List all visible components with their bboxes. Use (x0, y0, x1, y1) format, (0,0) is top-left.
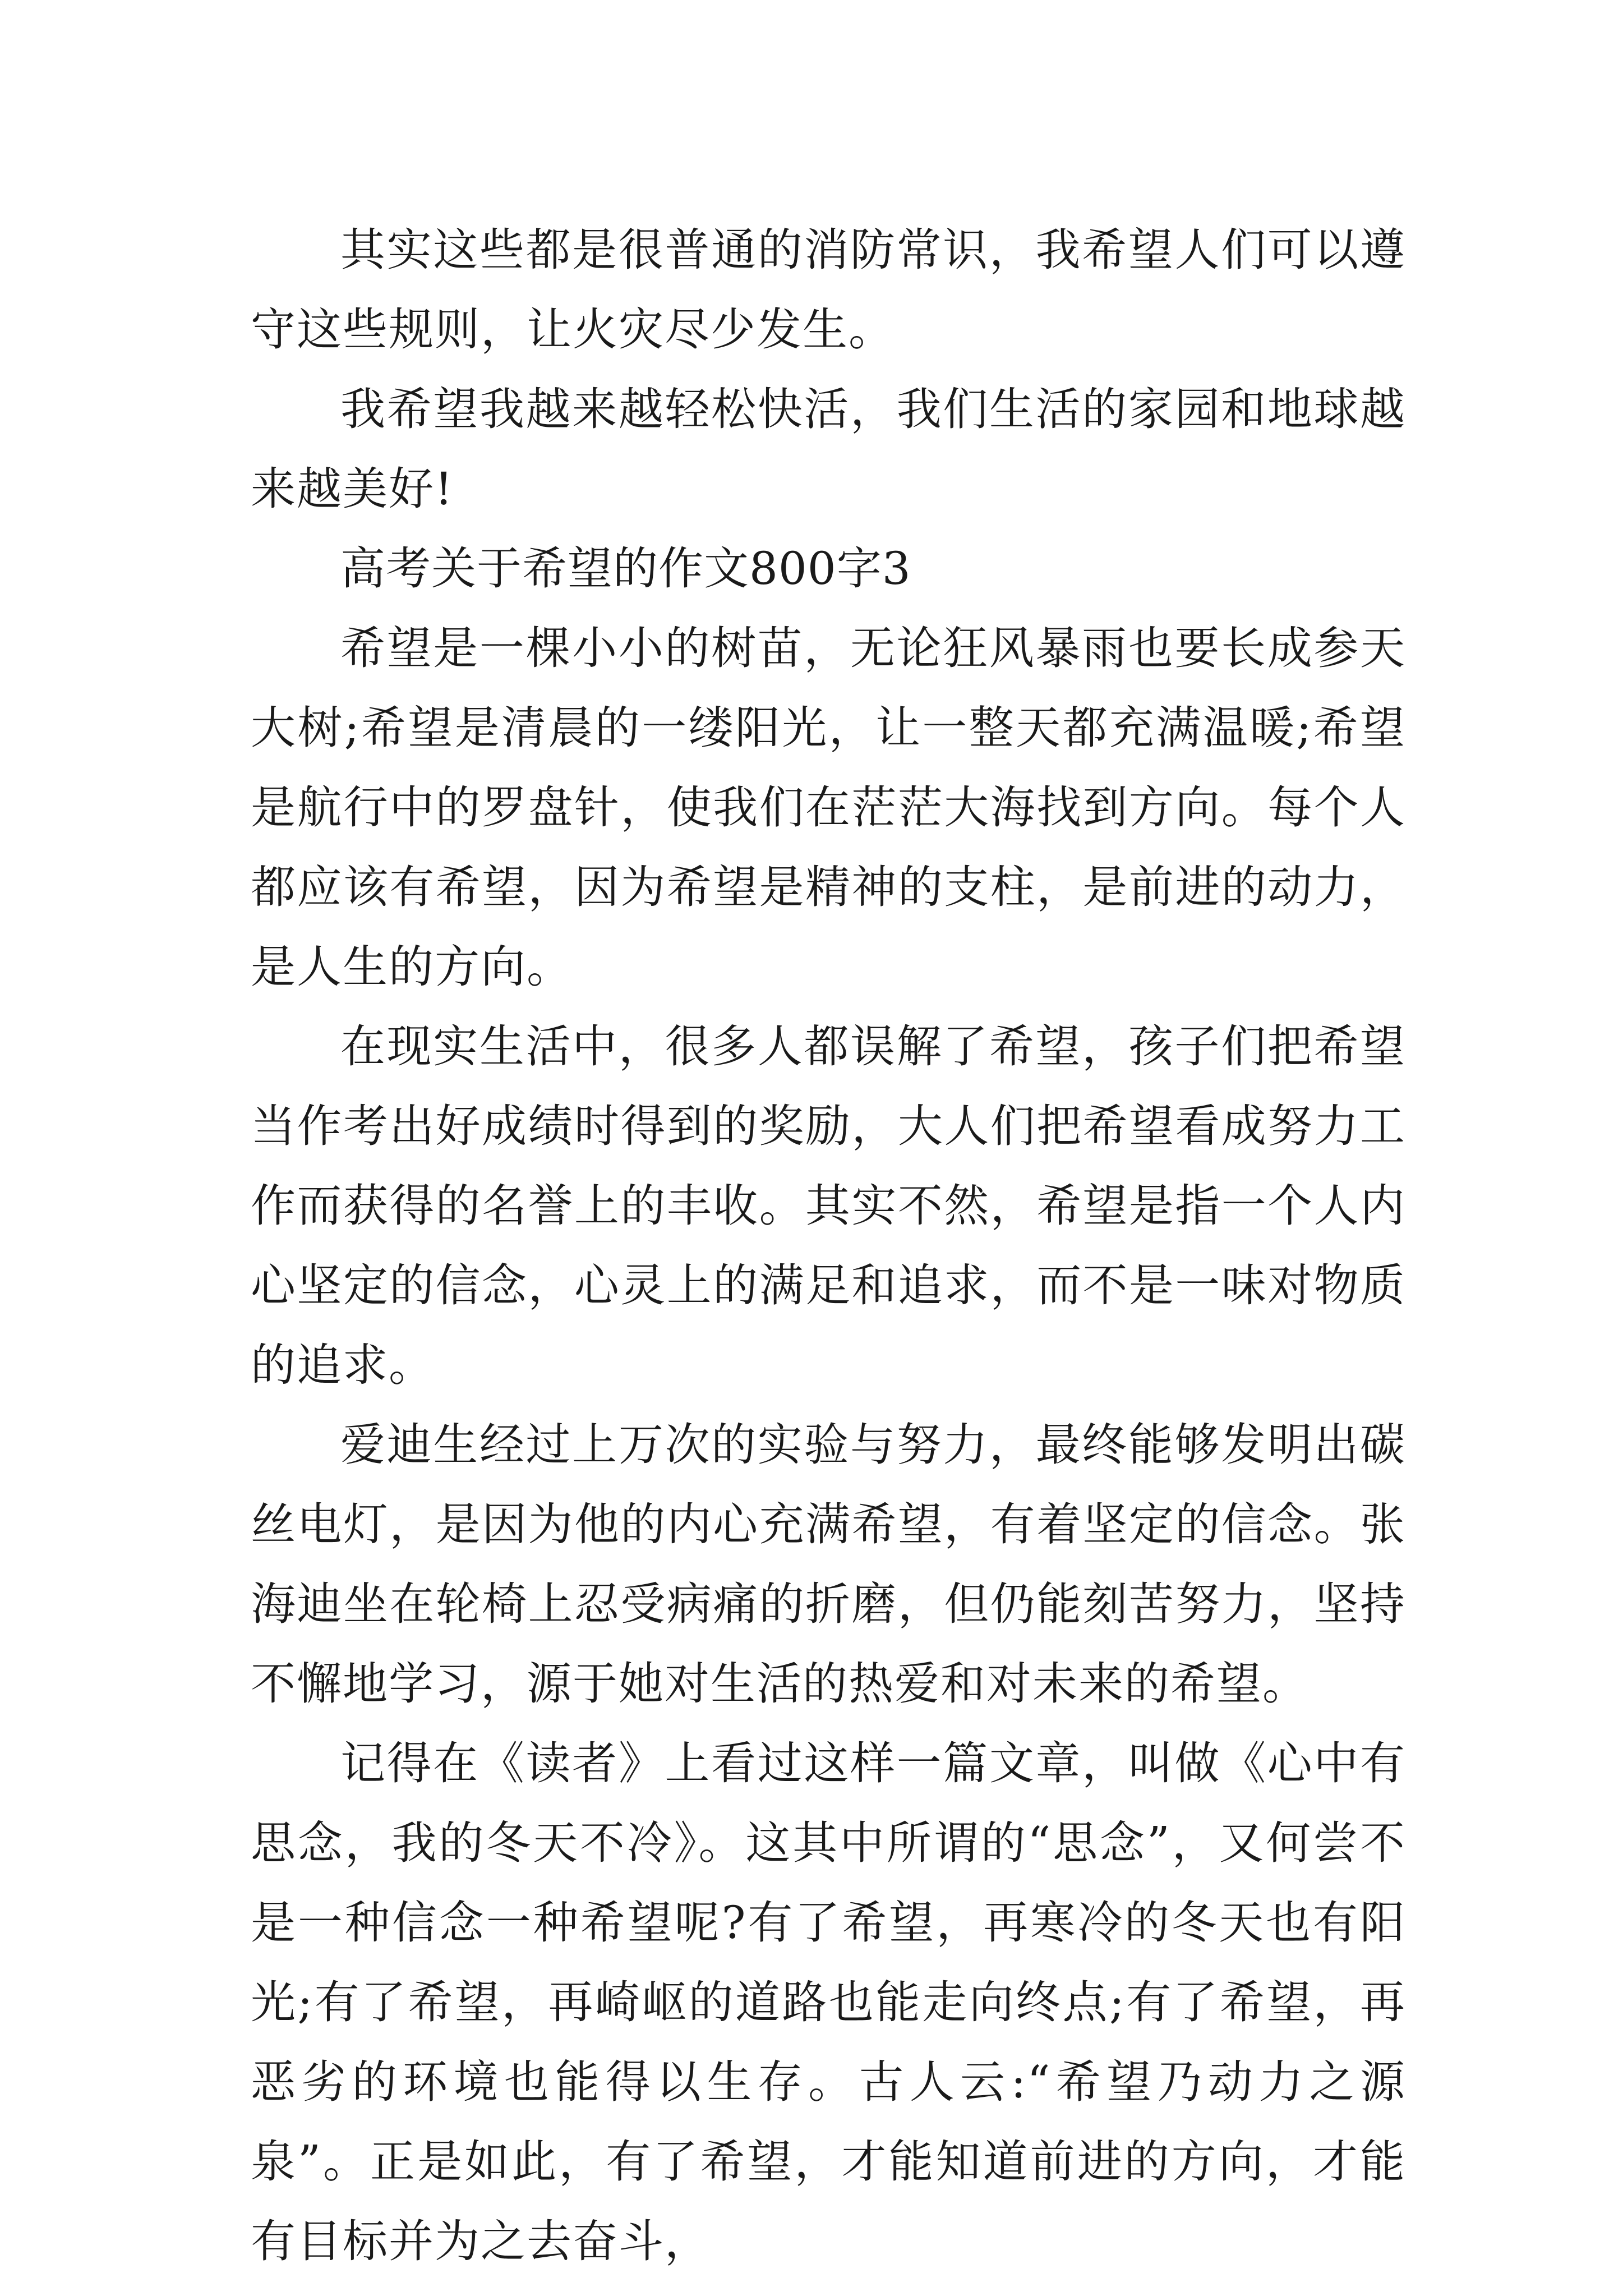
paragraph: 爱迪生经过上万次的实验与努力，最终能够发明出碳丝电灯，是因为他的内心充满希望，有着坚定的信念。张海迪坐在轮椅上忍受病痛的折磨，但仍能刻苦努力，坚持不懈地学习，源于她对生活的热爱和对未来的希望。 (251, 1419, 1406, 1710)
paragraph: 我希望我越来越轻松快活，我们生活的家园和地球越来越美好! (251, 383, 1406, 515)
document-body (251, 210, 1406, 2281)
paragraph: 在现实生活中，很多人都误解了希望，孩子们把希望当作考出好成绩时得到的奖励，大人们把希望看成努力工作而获得的名誉上的丰收。其实不然，希望是指一个人内心坚定的信念，心灵上的满足和追求，而不是一味对物质的追求。 (251, 1020, 1406, 1391)
paragraph: 希望是一棵小小的树苗，无论狂风暴雨也要长成参天大树;希望是清晨的一缕阳光，让一整天都充满温暖;希望是航行中的罗盘针，使我们在茫茫大海找到方向。每个人都应该有希望，因为希望是精神的支柱，是前进的动力，是人生的方向。 (251, 622, 1406, 993)
paragraph: 记得在《读者》上看过这样一篇文章，叫做《心中有思念，我的冬天不冷》。这其中所谓的“思念”，又何尝不是一种信念一种希望呢?有了希望，再寒冷的冬天也有阳光;有了希望，再崎岖的道路也能走向终点;有了希望，再恶劣的环境也能得以生存。古人云:“希望乃动力之源泉”。正是如此，有了希望，才能知道前进的方向，才能有目标并为之去奋斗， (251, 1737, 1406, 2267)
paragraph: 其实这些都是很普通的消防常识，我希望人们可以遵守这些规则，让火灾尽少发生。 (251, 224, 1406, 356)
section-title: 高考关于希望的作文800字3 (340, 542, 911, 595)
